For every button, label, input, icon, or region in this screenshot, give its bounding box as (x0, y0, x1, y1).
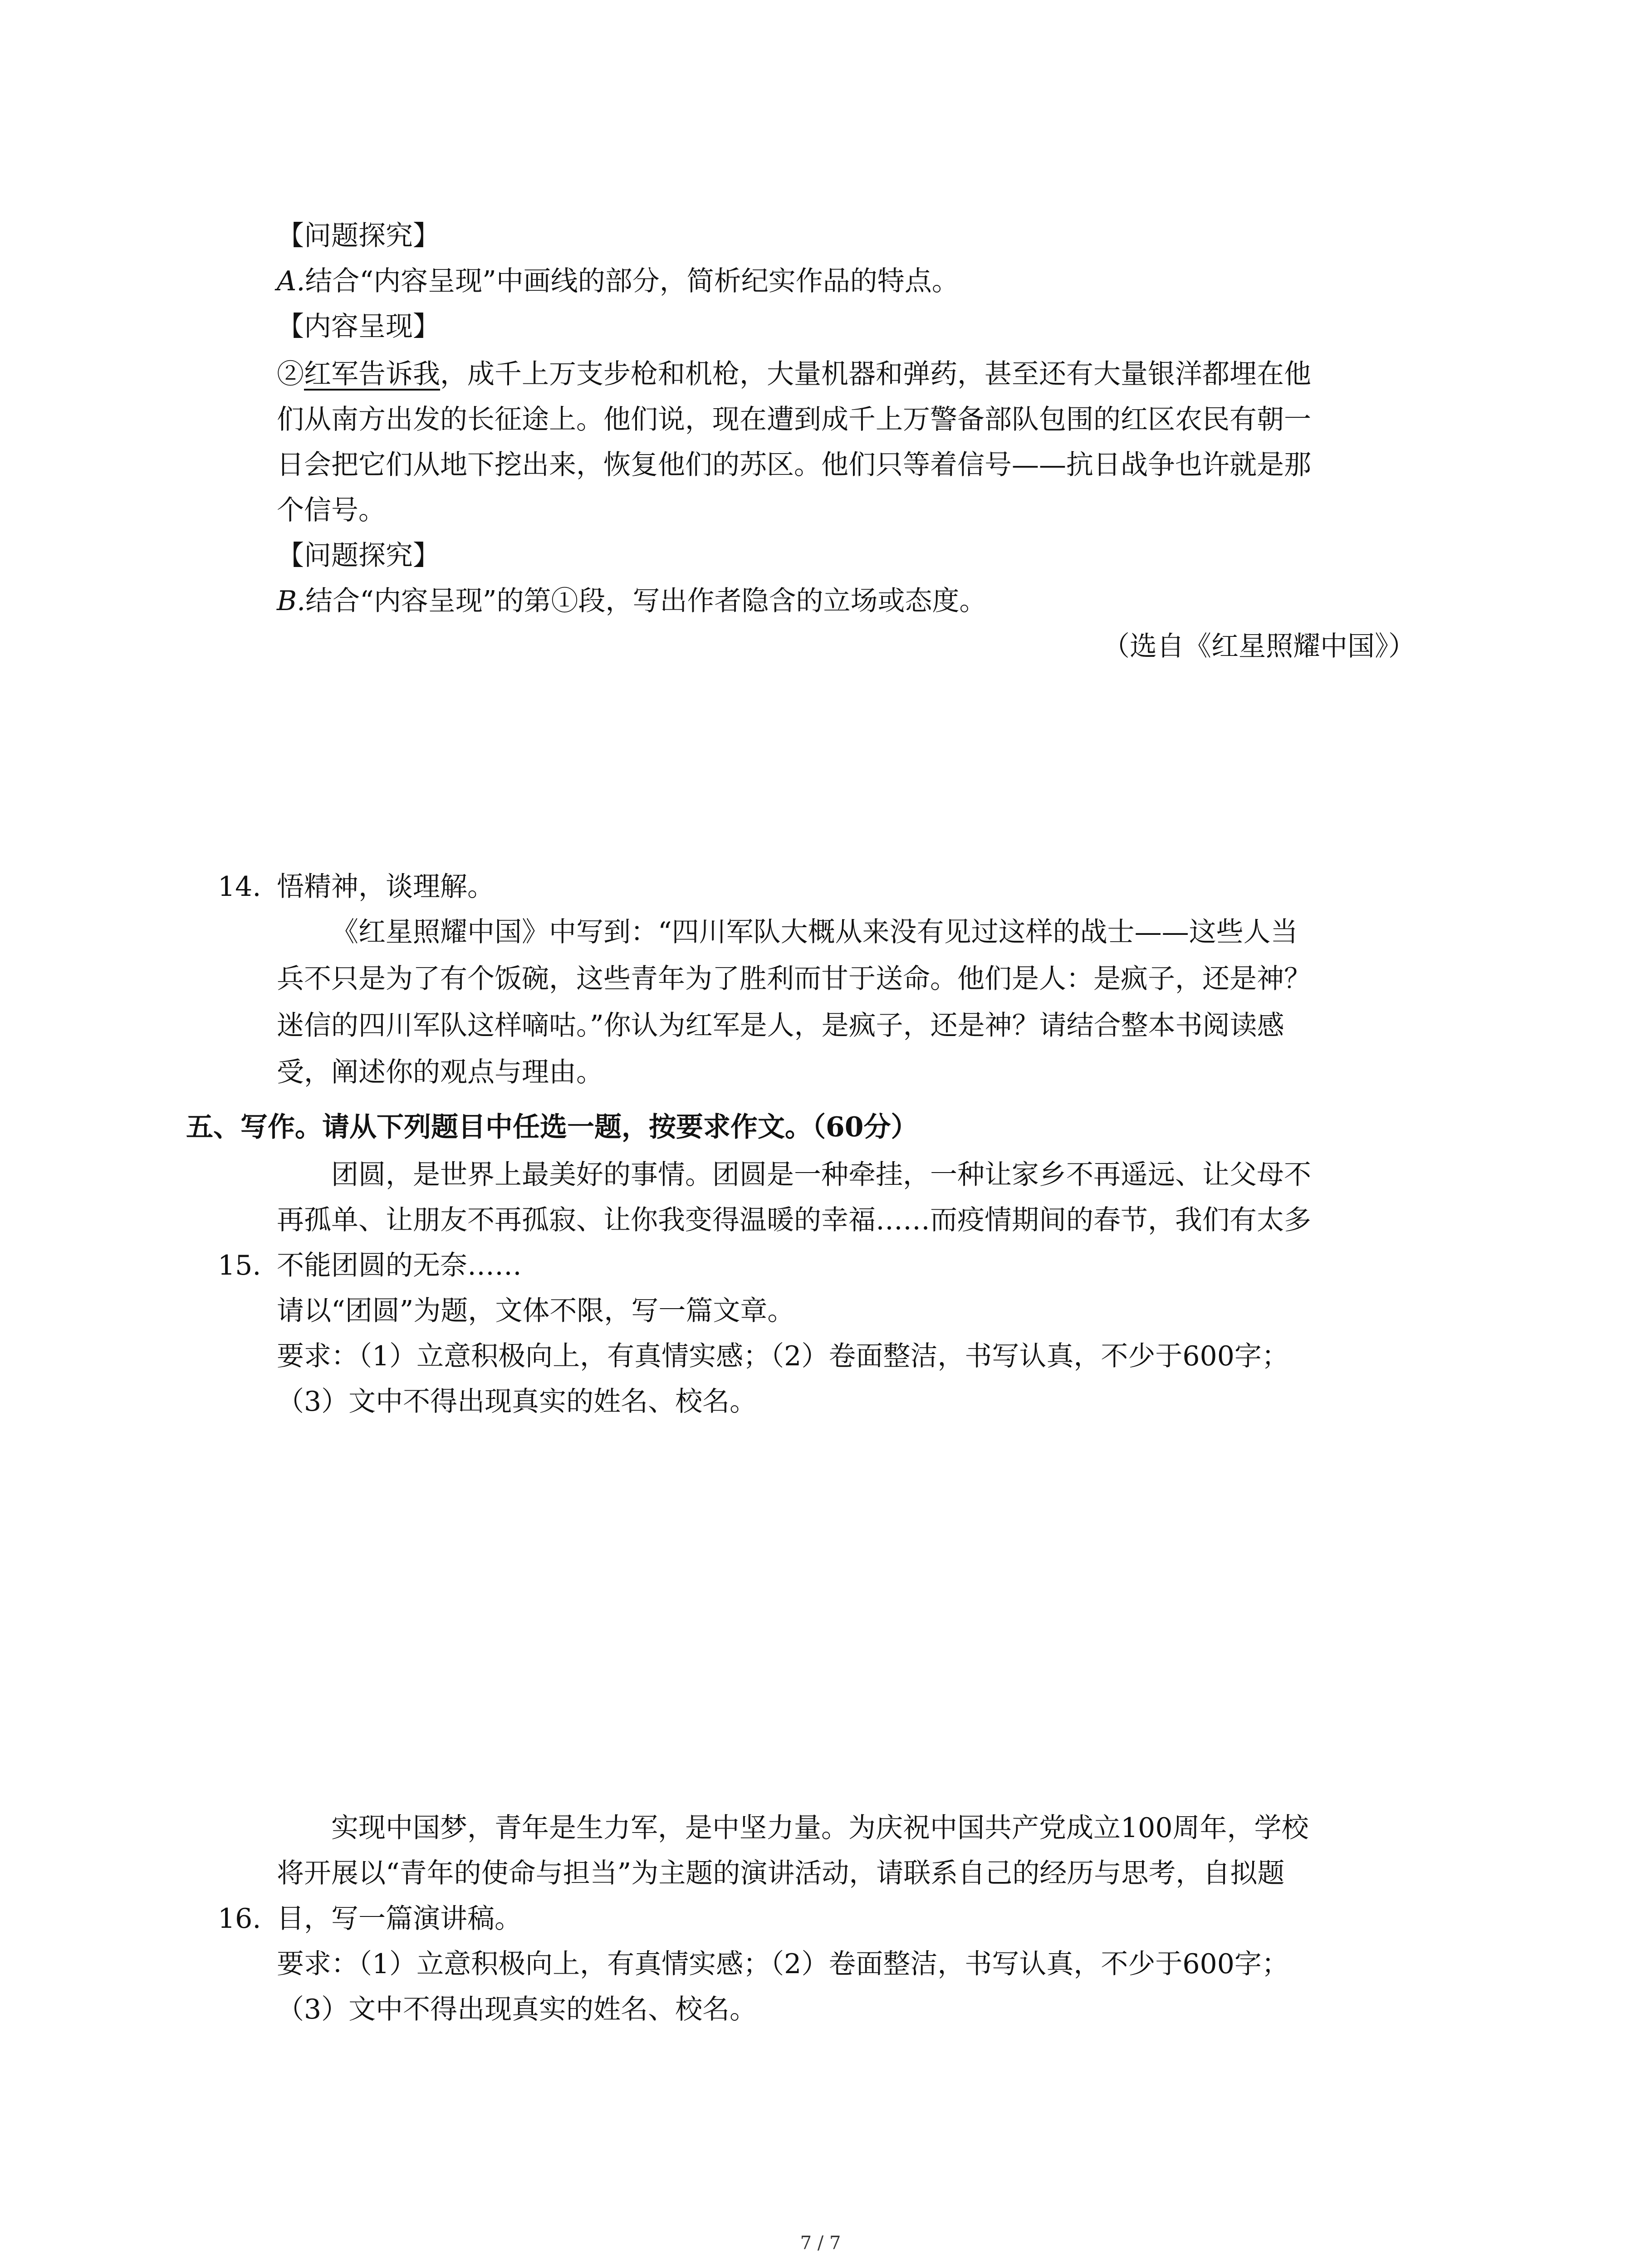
question-14-line-1: 《红星照耀中国》中写到：“四川军队大概从来没有见过这样的战士——这些人当 (331, 916, 1298, 948)
question-15-line-1: 团圆，是世界上最美好的事情。团圆是一种牵挂，一种让家乡不再遥远、让父母不 (331, 1159, 1311, 1191)
question-16-number: 16. (218, 1903, 261, 1935)
heading-problem-explore-2: 【问题探究】 (277, 540, 440, 572)
underlined-phrase: 红军告诉我 (304, 358, 440, 390)
question-15-line-2: 再孤单、让朋友不再孤寂、让你我变得温暖的幸福……而疫情期间的春节，我们有太多 (277, 1204, 1311, 1236)
source-citation: （选自《红星照耀中国》） (1102, 631, 1416, 662)
question-15-requirement-1: 要求：（1）立意积极向上，有真情实感；（2）卷面整洁，书写认真，不少于600字； (277, 1340, 1289, 1372)
page-number: 7 / 7 (800, 2233, 841, 2253)
question-b-letter: B. (277, 585, 306, 617)
section-5-heading: 五、写作。请从下列题目中任选一题，按要求作文。（60分） (186, 1111, 918, 1143)
question-14-title: 悟精神，谈理解。 (277, 871, 495, 903)
question-16-requirement-1: 要求：（1）立意积极向上，有真情实感；（2）卷面整洁，书写认真，不少于600字； (277, 1948, 1289, 1980)
paragraph-marker: ② (277, 358, 304, 390)
heading-problem-explore: 【问题探究】 (277, 220, 440, 252)
question-b (277, 578, 987, 624)
paragraph-line-1-text: ，成千上万支步枪和机枪，大量机器和弹药，甚至还有大量银洋都埋在他 (440, 358, 1311, 390)
content-paragraph-line-1 (277, 352, 1311, 397)
question-15-number: 15. (218, 1250, 261, 1281)
question-14-line-4: 受，阐述你的观点与理由。 (277, 1056, 603, 1088)
question-14-line-2: 兵不只是为了有个饭碗，这些青年为了胜利而甘于送命。他们是人：是疯子，还是神？ (277, 963, 1311, 995)
content-paragraph-line-4: 个信号。 (277, 494, 386, 526)
content-paragraph-line-3: 日会把它们从地下挖出来，恢复他们的苏区。他们只等着信号——抗日战争也许就是那 (277, 449, 1311, 481)
question-16-line-3: 目，写一篇演讲稿。 (277, 1903, 522, 1935)
heading-content-presentation: 【内容呈现】 (277, 311, 440, 342)
question-14-number: 14. (218, 871, 261, 903)
question-16-requirement-2: （3）文中不得出现真实的姓名、校名。 (277, 1994, 757, 2025)
question-16-line-2: 将开展以“青年的使命与担当”为主题的演讲活动，请联系自己的经历与思考，自拟题 (277, 1857, 1285, 1889)
question-a-letter: A. (277, 265, 305, 297)
question-15-task: 请以“团圆”为题，文体不限，写一篇文章。 (277, 1295, 795, 1327)
question-14-line-3: 迷信的四川军队这样嘀咕。”你认为红军是人，是疯子，还是神？请结合整本书阅读感 (277, 1010, 1284, 1041)
question-15-line-3: 不能团圆的无奈…… (277, 1250, 522, 1281)
content-paragraph-line-2: 们从南方出发的长征途上。他们说，现在遭到成千上万警备部队包围的红区农民有朝一 (277, 404, 1311, 435)
question-16-line-1: 实现中国梦，青年是生力军，是中坚力量。为庆祝中国共产党成立100周年，学校 (331, 1812, 1309, 1844)
question-a (277, 259, 959, 304)
question-15-requirement-2: （3）文中不得出现真实的姓名、校名。 (277, 1386, 757, 1418)
question-b-text: 结合“内容呈现”的第①段，写出作者隐含的立场或态度。 (305, 585, 987, 617)
question-a-text: 结合“内容呈现”中画线的部分，简析纪实作品的特点。 (305, 265, 959, 297)
